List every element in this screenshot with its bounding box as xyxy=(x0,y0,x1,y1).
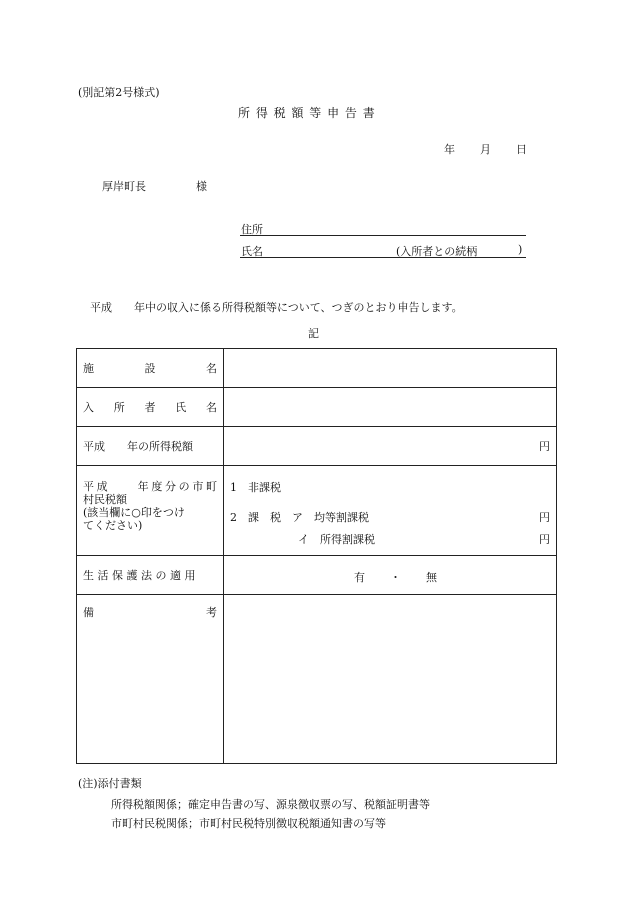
relation-open: (入所者との続柄 xyxy=(396,245,478,258)
yen-unit: 円 xyxy=(539,510,550,524)
resident-tax-field[interactable] xyxy=(224,466,557,556)
addressee-honorific: 様 xyxy=(196,180,207,193)
document-title: 所 得 税 額 等 申 告 書 xyxy=(238,106,376,120)
resident-tax-row xyxy=(77,466,557,556)
yen-unit: 円 xyxy=(539,532,550,546)
addressee-name: 厚岸町長 xyxy=(102,180,146,193)
welfare-no-option[interactable]: 無 xyxy=(426,570,437,584)
welfare-separator: ・ xyxy=(390,570,401,584)
income-tax-field[interactable] xyxy=(224,427,557,466)
resident-tax-label: 平成 年度分の市町 村民税額 (該当欄に○印をつけ てください) xyxy=(77,466,224,556)
date-year: 年 xyxy=(444,143,455,156)
name-field[interactable] xyxy=(240,257,526,258)
resident-name-label: 入 所 者 氏 名 xyxy=(77,388,224,427)
address-field[interactable] xyxy=(240,235,526,236)
facility-row xyxy=(77,349,557,388)
notes-line-2: 市町村民税関係；市町村民税特別徴収税額通知書の写等 xyxy=(111,817,386,830)
relation-close: ) xyxy=(518,243,523,256)
declaration-table xyxy=(76,348,557,764)
remarks-field[interactable] xyxy=(224,595,557,764)
ki-mark: 記 xyxy=(308,327,319,340)
remarks-row xyxy=(77,595,557,764)
form-reference: (別記第2号様式) xyxy=(78,86,160,99)
facility-name-label: 施 設 名 xyxy=(77,349,224,388)
resident-name-field[interactable] xyxy=(224,388,557,427)
resident-row xyxy=(77,388,557,427)
equal-tax-option[interactable]: 2 課 税 ア 均等割課税 xyxy=(230,510,369,524)
date-month: 月 xyxy=(480,143,491,156)
notes-heading: (注)添付書類 xyxy=(78,777,142,790)
declaration-text: 平成 年中の収入に係る所得税額等について、つぎのとおり申告します。 xyxy=(90,301,463,314)
yen-unit: 円 xyxy=(539,440,550,453)
welfare-label: 生 活 保 護 法 の 適 用 xyxy=(77,556,224,595)
date-day: 日 xyxy=(516,143,527,156)
address-label: 住所 xyxy=(241,223,263,236)
non-taxable-option[interactable]: 1 非課税 xyxy=(230,480,281,494)
income-tax-label: 平成 年の所得税額 xyxy=(77,427,224,466)
income-tax-row xyxy=(77,427,557,466)
name-label: 氏名 xyxy=(241,245,263,258)
income-tax-option[interactable]: イ 所得割課税 xyxy=(298,532,375,546)
facility-name-field[interactable] xyxy=(224,349,557,388)
welfare-yes-option[interactable]: 有 xyxy=(354,570,365,584)
remarks-label: 備 考 xyxy=(77,595,224,764)
welfare-row xyxy=(77,556,557,595)
notes-line-1: 所得税額関係；確定申告書の写、源泉徴収票の写、税額証明書等 xyxy=(111,798,430,811)
welfare-field[interactable] xyxy=(224,556,557,595)
